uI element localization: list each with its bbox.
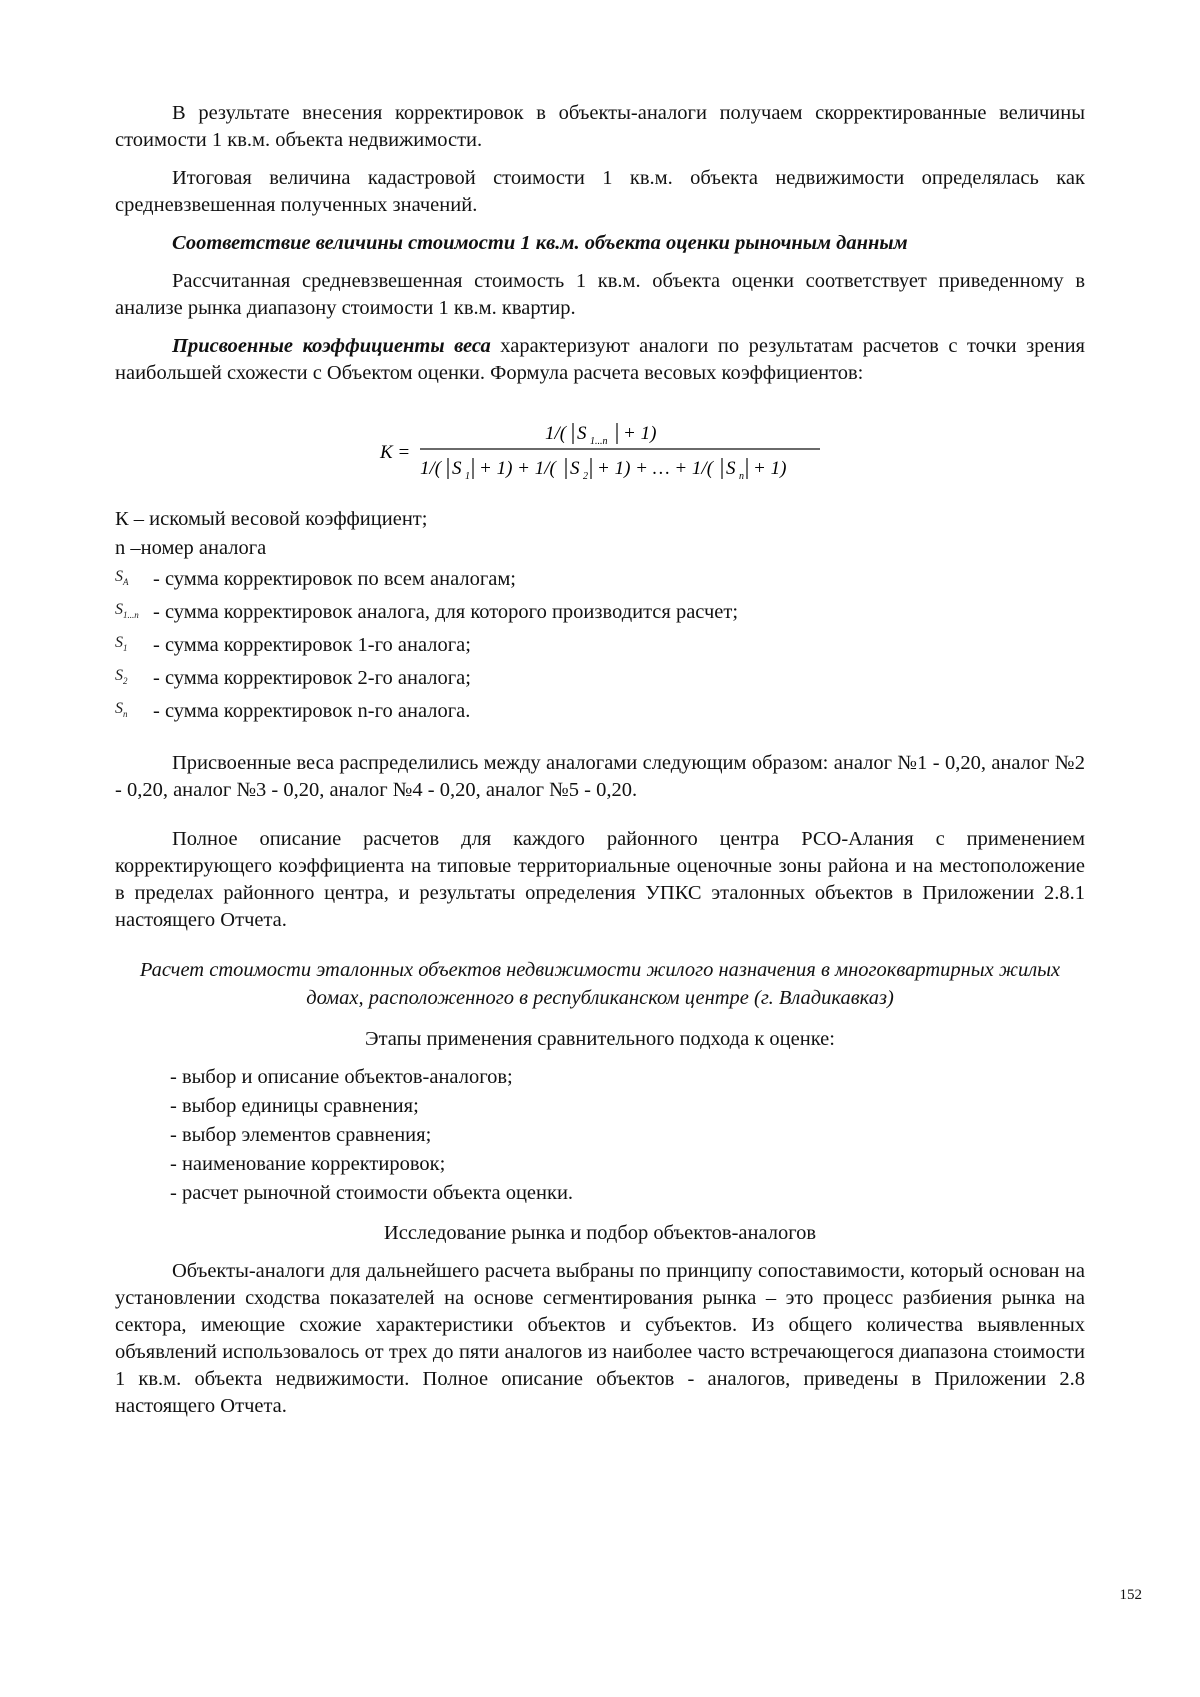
paragraph-market-research: Объекты-аналоги для дальнейшего расчета выбраны по принципу сопоставимости, который основан на установлении сходства показателей на основе сегментирования рынка – это процесс разбиения рынка на сектора, имеющие схожие характеристики объектов и субъектов. Из общего количества выявленных объявлений использовалось от трех до пяти аналогов из наиболее часто встречающегося диапазона стоимости 1 кв.м. объекта недвижимости. Полное описание объектов - аналогов, приведены в Приложении 2.8 настоящего Отчета. [115, 1260, 1085, 1417]
paragraph-corrections: В результате внесения корректировок в объекты-аналоги получаем скорректированные величины стоимости 1 кв.м. объекта недвижимости. [115, 102, 1085, 151]
page-number: 152 [1119, 1587, 1142, 1603]
definition-k: К – искомый весовой коэффициент; [115, 508, 428, 530]
svg-text:1: 1 [465, 471, 470, 482]
svg-text:+ 1) + … + 1/(: + 1) + … + 1/( [597, 458, 714, 479]
definition-s2: $S_2$ - сумма корректировок 2-го аналога; [115, 662, 1085, 695]
weights-term: Присвоенные коэффициенты веса [172, 335, 491, 357]
definition-s1n: $S_{1...n}$ - сумма корректировок аналога, для которого производится расчет; [115, 596, 1085, 629]
svg-text:+ 1) + 1/(: + 1) + 1/( [479, 458, 556, 479]
list-item: - выбор и описание объектов-аналогов; [170, 1066, 513, 1088]
symbol-definitions [115, 505, 1085, 728]
page-content [115, 100, 1085, 1420]
definition-n: n –номер аналога [115, 537, 267, 559]
heading-correspondence: Соответствие величины стоимости 1 кв.м. объекта оценки рыночным данным [172, 232, 908, 254]
symbol-s2: $S_2$ [115, 666, 128, 687]
svg-text:S: S [570, 458, 580, 479]
svg-text:+ 1): + 1) [623, 423, 657, 444]
weights-intro-text: характеризуют аналоги по результатам расчетов с точки зрения наибольшей схожести с Объектом оценки. Формула расчета весовых коэффициентов: [115, 335, 1085, 384]
symbol-sa: $S_A$ [115, 567, 129, 588]
definition-s1: $S_1$ - сумма корректировок 1-го аналога; [115, 629, 1085, 662]
svg-text:2: 2 [583, 471, 588, 482]
svg-text:n: n [739, 471, 744, 482]
formula-svg [380, 417, 830, 487]
list-item: - выбор единицы сравнения; [170, 1095, 419, 1117]
svg-text:S: S [452, 458, 462, 479]
formula-lhs: K = [380, 442, 411, 463]
svg-text:1...n: 1...n [590, 436, 608, 447]
svg-text:S: S [726, 458, 736, 479]
svg-text:1/(: 1/( [420, 458, 442, 479]
paragraph-weights: Присвоенные веса распределились между аналогами следующим образом: аналог №1 - 0,20, аналог №2 - 0,20, аналог №3 - 0,20, аналог №4 - 0,20, аналог №5 - 0,20. [115, 752, 1085, 801]
list-item: - наименование корректировок; [170, 1153, 446, 1175]
svg-text:1/(: 1/( [545, 423, 567, 444]
symbol-s1n: $S_{1...n}$ [115, 600, 139, 621]
svg-text:S: S [577, 423, 587, 444]
section-title: Расчет стоимости эталонных объектов недвижимости жилого назначения в многоквартирных жилых домах, расположенного в республиканском центре (г. Владикавказ) [139, 959, 1061, 1009]
symbol-s1: $S_1$ [115, 633, 128, 654]
definition-sa: $S_A$ - сумма корректировок по всем аналогам; [115, 563, 1085, 596]
symbol-sn: $S_n$ [115, 699, 128, 720]
stages-list [170, 1064, 1085, 1209]
paragraph-calculated-value: Рассчитанная средневзвешенная стоимость 1 кв.м. объекта оценки соответствует приведенному в анализе рынка диапазону стоимости 1 кв.м. квартир. [115, 270, 1085, 319]
list-item: - расчет рыночной стоимости объекта оценки. [170, 1182, 574, 1204]
paragraph-final-value: Итоговая величина кадастровой стоимости 1 кв.м. объекта недвижимости определялась как средневзвешенная полученных значений. [115, 167, 1085, 216]
svg-text:+ 1): + 1) [753, 458, 787, 479]
definition-sn: $S_n$ - сумма корректировок n-го аналога. [115, 695, 1085, 728]
weight-formula [115, 387, 1085, 505]
stages-title: Этапы применения сравнительного подхода к оценке: [365, 1028, 835, 1050]
list-item: - выбор элементов сравнения; [170, 1124, 432, 1146]
paragraph-description: Полное описание расчетов для каждого районного центра РСО-Алания с применением корректирующего коэффициента на типовые территориальные оценочные зоны района и на местоположение в пределах районного центра, и результаты определения УПКС эталонных объектов в Приложении 2.8.1 настоящего Отчета. [115, 828, 1085, 931]
market-research-title: Исследование рынка и подбор объектов-аналогов [383, 1222, 817, 1244]
formula-numerator [545, 423, 656, 447]
formula-denominator [420, 458, 786, 482]
paragraph-weights-intro [115, 333, 1085, 387]
